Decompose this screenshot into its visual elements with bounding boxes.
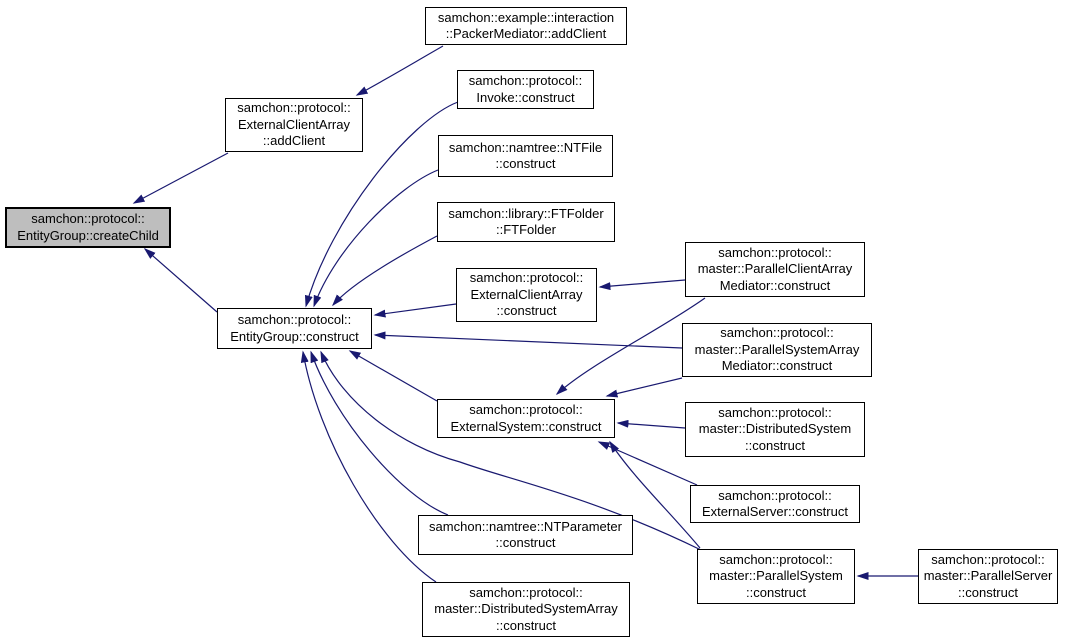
node-label-line: ::construct [746, 584, 806, 600]
node-label-line: samchon::protocol:: [469, 402, 583, 417]
node-externalclientarray-addclient[interactable] [225, 98, 363, 152]
node-label-line: samchon::namtree::NTParameter [429, 518, 622, 534]
node-distributedsystem-construct[interactable] [685, 402, 865, 457]
node-label-line: Mediator::construct [719, 277, 831, 293]
node-label-line: ExternalServer::construct [702, 504, 848, 519]
node-distributedsystemarray-construct[interactable] [422, 582, 630, 637]
node-label-line: samchon::protocol:: [718, 487, 832, 503]
node-label-line: samchon::library::FTFolder [448, 205, 604, 221]
edge-distributedsystemarray-construct-to-entitygroup-construct [303, 352, 436, 582]
edge-parallelsystemarraymediator-construct-to-externalsystem-construct [607, 378, 682, 396]
node-label-line: ::FTFolder [496, 222, 556, 237]
node-entitygroup-construct[interactable] [217, 308, 372, 349]
edge-externalclientarray-addclient-to-entitygroup-createchild [134, 153, 228, 203]
node-ntfile-construct[interactable] [438, 135, 613, 177]
node-label-line: samchon::protocol:: [237, 100, 351, 116]
node-label-line: samchon::protocol:: [718, 244, 832, 260]
node-label-line: ::construct [495, 535, 556, 550]
node-label-line: ::construct [496, 303, 557, 319]
node-label-line: master::ParallelSystem [709, 568, 843, 584]
edge-parallelclientarraymediator-construct-to-externalclientarray-construct [600, 280, 685, 287]
node-ftfolder-ftfolder[interactable] [437, 202, 615, 242]
node-label-line: master::ParallelServer [923, 568, 1053, 584]
node-label-line: samchon::protocol:: [469, 270, 584, 286]
edge-packermediator-addclient-to-externalclientarray-addclient [357, 46, 443, 95]
node-parallelclientarraymediator-construct[interactable] [685, 242, 865, 297]
node-parallelsystem-construct[interactable] [697, 549, 855, 604]
node-label-line: ExternalSystem::construct [450, 418, 602, 434]
node-label-line: ::construct [496, 617, 556, 633]
node-label-line: samchon::protocol:: [718, 404, 832, 420]
node-label-line: samchon::protocol:: [469, 584, 583, 600]
node-label-line: samchon::protocol:: [468, 73, 583, 88]
node-parallelserver-construct[interactable] [918, 549, 1058, 604]
node-label-line: samchon::protocol:: [719, 551, 833, 567]
node-label-line: master::ParallelSystemArray [694, 341, 860, 357]
node-label-line: samchon::protocol:: [720, 325, 834, 341]
node-label-line: samchon::namtree::NTFile [448, 139, 603, 155]
node-invoke-construct[interactable] [457, 70, 594, 109]
node-packermediator-addclient[interactable] [425, 7, 627, 45]
node-entitygroup-createchild [5, 207, 171, 248]
node-label-line: master::ParallelClientArray [697, 261, 853, 277]
edge-ntparameter-construct-to-entitygroup-construct [311, 352, 448, 515]
node-label-line: Invoke::construct [476, 89, 575, 105]
node-label-line: samchon::protocol:: [237, 312, 352, 327]
edge-distributedsystem-construct-to-externalsystem-construct [618, 423, 685, 428]
edge-externalsystem-construct-to-entitygroup-construct [350, 351, 437, 401]
node-label-line: EntityGroup::createChild [17, 227, 159, 243]
node-externalclientarray-construct[interactable] [456, 268, 597, 322]
node-label-line: ::construct [958, 584, 1018, 600]
node-externalsystem-construct[interactable] [437, 399, 615, 438]
node-label-line: samchon::example::interaction [437, 9, 615, 25]
node-label-line: ExternalClientArray [238, 116, 350, 132]
edge-ntfile-construct-to-entitygroup-construct [314, 170, 438, 306]
node-label-line: samchon::protocol:: [31, 211, 145, 226]
node-label-line: Mediator::construct [721, 358, 833, 374]
node-label-line: ::construct [495, 156, 556, 171]
node-label-line: samchon::protocol:: [931, 551, 1045, 567]
node-externalserver-construct[interactable] [690, 485, 860, 523]
edge-externalclientarray-construct-to-entitygroup-construct [375, 304, 456, 315]
node-label-line: master::DistributedSystemArray [434, 601, 618, 617]
node-ntparameter-construct[interactable] [418, 515, 633, 555]
node-label-line: ::addClient [262, 133, 326, 149]
node-label-line: ::construct [745, 437, 805, 453]
node-label-line: ExternalClientArray [470, 286, 583, 302]
node-label-line: EntityGroup::construct [230, 328, 359, 344]
edge-entitygroup-construct-to-entitygroup-createchild [145, 249, 217, 312]
node-parallelsystemarraymediator-construct[interactable] [682, 323, 872, 377]
node-label-line: ::PackerMediator::addClient [445, 26, 607, 41]
node-label-line: master::DistributedSystem [698, 421, 852, 437]
